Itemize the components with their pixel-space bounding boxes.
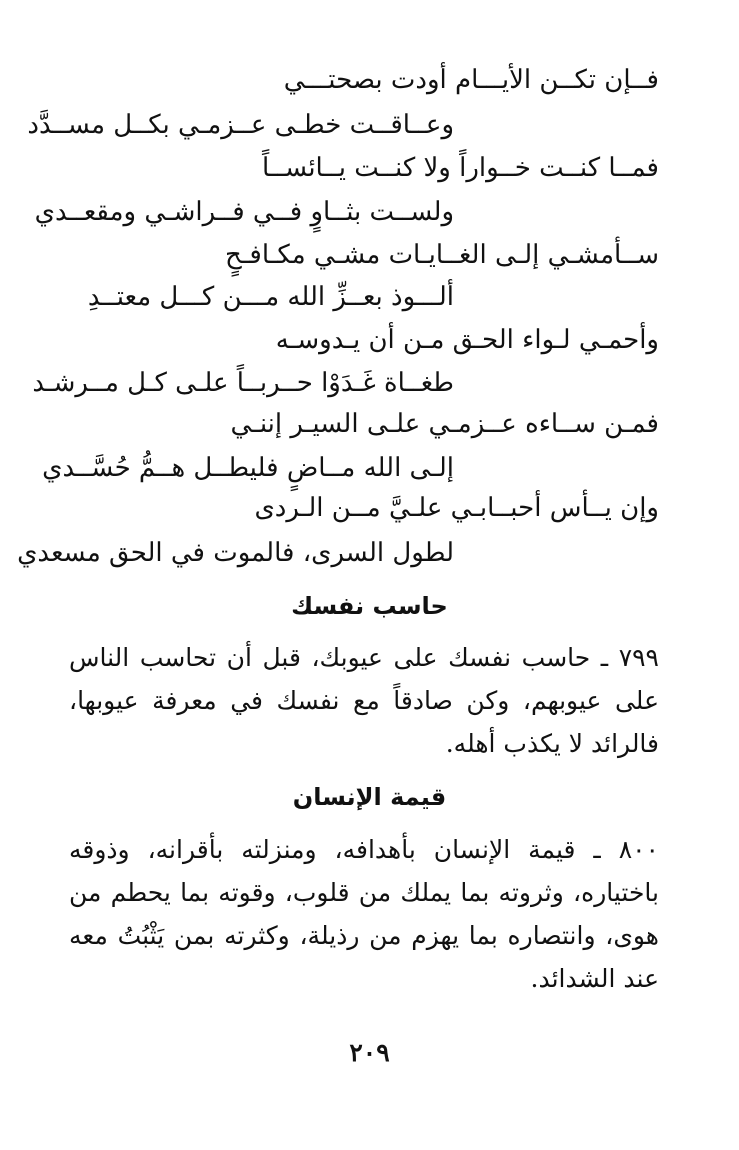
page-number: ٢٠٩ — [349, 1038, 390, 1067]
poem-line: فمــا كنــت خــواراً ولا كنــت يــائســاً — [261, 153, 659, 183]
poem-line: فمـن ســاءه عــزمـي علـى السيـر إننـي — [230, 409, 659, 439]
poem-line: وإن يــأس أحبــابـي علـيَّ مــن الـردى — [254, 493, 659, 523]
section-title: حاسب نفسك — [291, 592, 448, 620]
section-title: قيمة الإنسان — [292, 783, 447, 811]
poem-line: ألـــوذ بعــزِّ الله مـــن كـــل معتــدِ — [87, 282, 454, 312]
section-paragraph: ٨٠٠ ـ قيمة الإنسان بأهدافه، ومنزلته بأقرانه، وذوقه باختياره، وثروته بما يملك من قلوب، وقوته بما يحطم من هوى، وانتصاره بما يهزم من رذيلة، وكثرته بمن يَثْبُتُ معه عند الشدائد. — [69, 835, 659, 993]
poem-line: وعــاقــت خطـى عــزمـي بكــل مســدَّد — [27, 110, 454, 140]
poem-line: طغــاة غَـدَوْا حــربــاً علـى كـل مــرشـد — [32, 368, 454, 398]
poem-line: ولســت بثــاوٍ فــي فــراشـي ومقعــدي — [34, 197, 454, 227]
poem-line: فــإن تكــن الأيـــام أودت بصحتـــي — [283, 65, 659, 95]
poem-line: وأحمـي لـواء الحـق مـن أن يـدوسـه — [275, 325, 659, 355]
poem-line: ســأمشـي إلـى الغــايـات مشـي مكـافـحٍ — [224, 240, 659, 270]
poem-line: لطول السرى، فالموت في الحق مسعدي — [17, 538, 454, 568]
section-paragraph: ٧٩٩ ـ حاسب نفسك على عيوبك، قبل أن تحاسب الناس على عيوبهم، وكن صادقاً مع نفسك في معرفة عيوبها، فالرائد لا يكذب أهله. — [69, 643, 659, 758]
poem-line: إلـى الله مــاضٍ فليطــل هــمُّ حُسَّــدي — [42, 453, 454, 483]
